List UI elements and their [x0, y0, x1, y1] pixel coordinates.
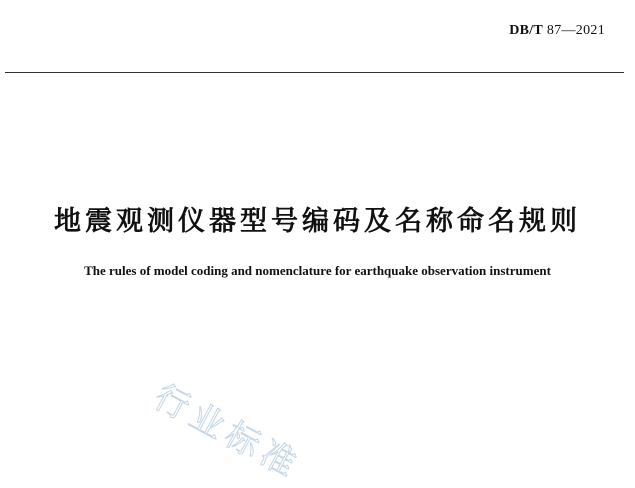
standard-code: DB/T [509, 23, 544, 38]
document-title-english: The rules of model coding and nomenclature for earthquake observation instrument [84, 263, 551, 278]
standard-number [509, 23, 605, 39]
document-title-chinese: 地震观测仪器型号编码及名称命名规则 [54, 206, 581, 237]
watermark: 行业标准 [147, 377, 308, 488]
standard-year-number: 87—2021 [546, 23, 605, 38]
header-divider [5, 72, 624, 73]
